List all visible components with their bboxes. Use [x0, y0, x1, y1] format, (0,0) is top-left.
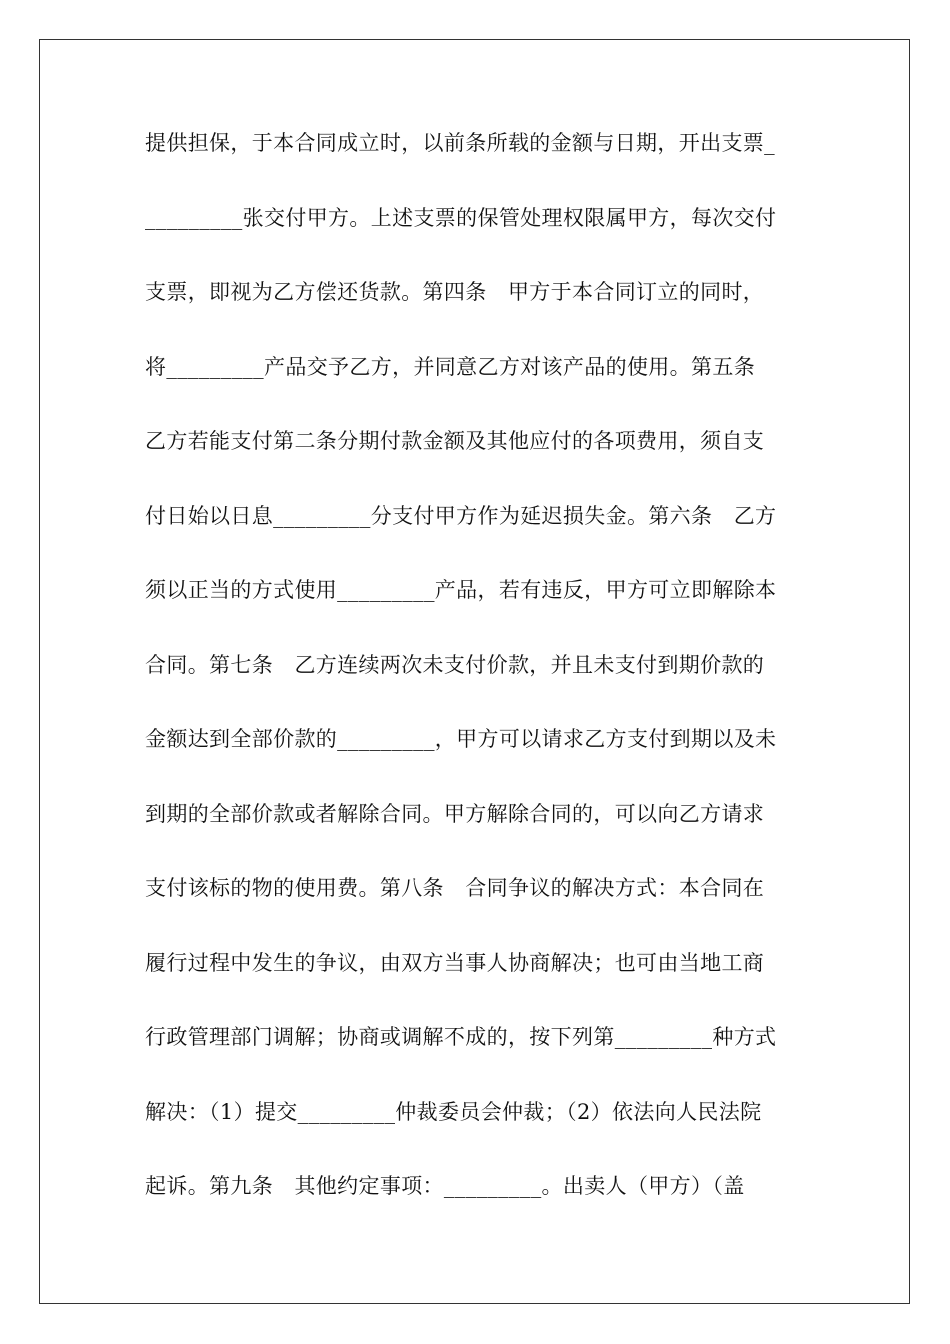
contract-text-line: 提供担保，于本合同成立时，以前条所载的金额与日期，开出支票_: [145, 131, 775, 155]
contract-text-line: 履行过程中发生的争议，由双方当事人协商解决；也可由当地工商: [145, 951, 765, 975]
contract-text-line: 支付该标的物的使用费。第八条 合同争议的解决方式：本合同在: [145, 876, 765, 900]
contract-text-line: 合同。第七条 乙方连续两次未支付价款，并且未支付到期价款的: [145, 653, 765, 677]
contract-text-line: 将_________产品交予乙方，并同意乙方对该产品的使用。第五条: [145, 355, 756, 379]
contract-text-line: 支票，即视为乙方偿还货款。第四条 甲方于本合同订立的同时，: [145, 280, 765, 304]
contract-text-line: _________张交付甲方。上述支票的保管处理权限属甲方，每次交付: [145, 206, 777, 230]
contract-text-line: 金额达到全部价款的_________，甲方可以请求乙方支付到期以及未: [145, 727, 777, 751]
contract-text-line: 起诉。第九条 其他约定事项：_________。出卖人（甲方）（盖: [145, 1174, 745, 1198]
contract-text-line: 到期的全部价款或者解除合同。甲方解除合同的，可以向乙方请求: [145, 802, 765, 826]
contract-text-line: 付日始以日息_________分支付甲方作为延迟损失金。第六条 乙方: [145, 504, 777, 528]
contract-text-line: 须以正当的方式使用_________产品，若有违反，甲方可立即解除本: [145, 578, 777, 602]
contract-text-line: 解决：（1）提交_________仲裁委员会仲裁；（2）依法向人民法院: [145, 1100, 762, 1124]
contract-text-line: 行政管理部门调解；协商或调解不成的，按下列第_________种方式: [145, 1025, 777, 1049]
contract-text-line: 乙方若能支付第二条分期付款金额及其他应付的各项费用，须自支: [145, 429, 765, 453]
